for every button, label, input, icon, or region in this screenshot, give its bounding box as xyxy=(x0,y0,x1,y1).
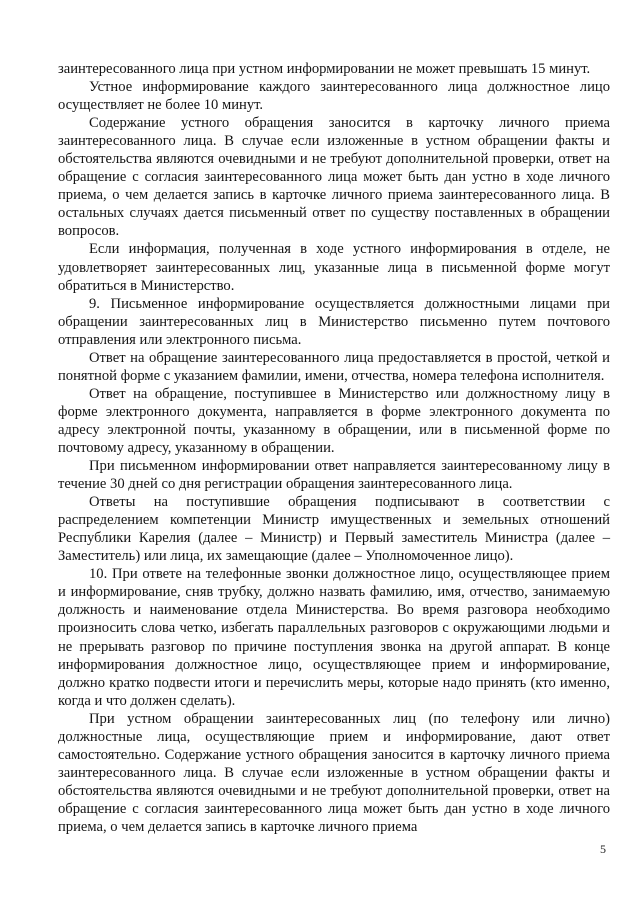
paragraph-answer-form: Ответ на обращение заинтересованного лица предоставляется в простой, четкой и понятной форме с указанием фамилии, имени, отчества, номера телефона исполнителя. xyxy=(58,349,610,384)
paragraph-continuation: заинтересованного лица при устном информировании не может превышать 15 минут. xyxy=(58,61,591,77)
paragraph-oral-duration: Устное информирование каждого заинтересованного лица должностное лицо осуществляет не более 10 минут. xyxy=(58,79,610,114)
paragraph-oral-appeal: При устном обращении заинтересованных лиц (по телефону или лично) должностные лица, осуществляющие прием и информирование, дают ответ самостоятельно. Содержание устного обращения заносится в карточку личного приема заинтересованного лица. В случае если изложенные в устном обращении факты и обстоятельства являются очевидными и не требуют дополнительной проверки, ответ на обращение с согласия заинтересованного лица может быть дан устно в ходе личного приема, о чем делается запись в карточке личного приема xyxy=(58,710,610,835)
paragraph-item-9: 9. Письменное информирование осуществляется должностными лицами при обращении заинтересованных лиц в Министерство письменно путем почтового отправления или электронного письма. xyxy=(58,295,610,348)
paragraph-written-term: При письменном информировании ответ направляется заинтересованному лицу в течение 30 дней со дня регистрации обращения заинтересованного лица. xyxy=(58,458,610,493)
paragraph-electronic-answer: Ответ на обращение, поступившее в Министерство или должностному лицу в форме электронного документа, направляется в форме электронного документа по адресу электронной почты, указанному в обращении, или в письменной форме по почтовому адресу, указанному в обращении. xyxy=(58,385,610,456)
page-number: 5 xyxy=(600,842,606,856)
document-body xyxy=(58,60,610,836)
paragraph-unsatisfied: Если информация, полученная в ходе устного информирования в отделе, не удовлетворяет заинтересованных лиц, указанные лица в письменной форме могут обратиться в Министерство. xyxy=(58,241,610,294)
paragraph-item-10: 10. При ответе на телефонные звонки должностное лицо, осуществляющее прием и информирование, сняв трубку, должно назвать фамилию, имя, отчество, занимаемую должность и наименование отдела Министерства. Во время разговора необходимо произносить слова четко, избегать параллельных разговоров с окружающими людьми и не прерывать разговор по причине поступления звонка на другой аппарат. В конце информирования должностное лицо, осуществляющее прием и информирование, должно кратко подвести итоги и перечислить меры, которые надо принять (кто именно, когда и что должен сделать). xyxy=(58,566,610,709)
paragraph-oral-content: Содержание устного обращения заносится в карточку личного приема заинтересованного лица. В случае если изложенные в устном обращении факты и обстоятельства являются очевидными и не требуют дополнительной проверки, ответ на обращение с согласия заинтересованного лица может быть дан устно в ходе личного приема, о чем делается запись в карточке личного приема заинтересованного лица. В остальных случаях дается письменный ответ по существу поставленных в обращении вопросов. xyxy=(58,115,610,240)
paragraph-signatories: Ответы на поступившие обращения подписывают в соответствии с распределением компетенции Министр имущественных и земельных отношений Республики Карелия (далее – Министр) и Первый заместитель Министра (далее – Заместитель) или лица, их замещающие (далее – Уполномоченное лицо). xyxy=(58,494,610,565)
